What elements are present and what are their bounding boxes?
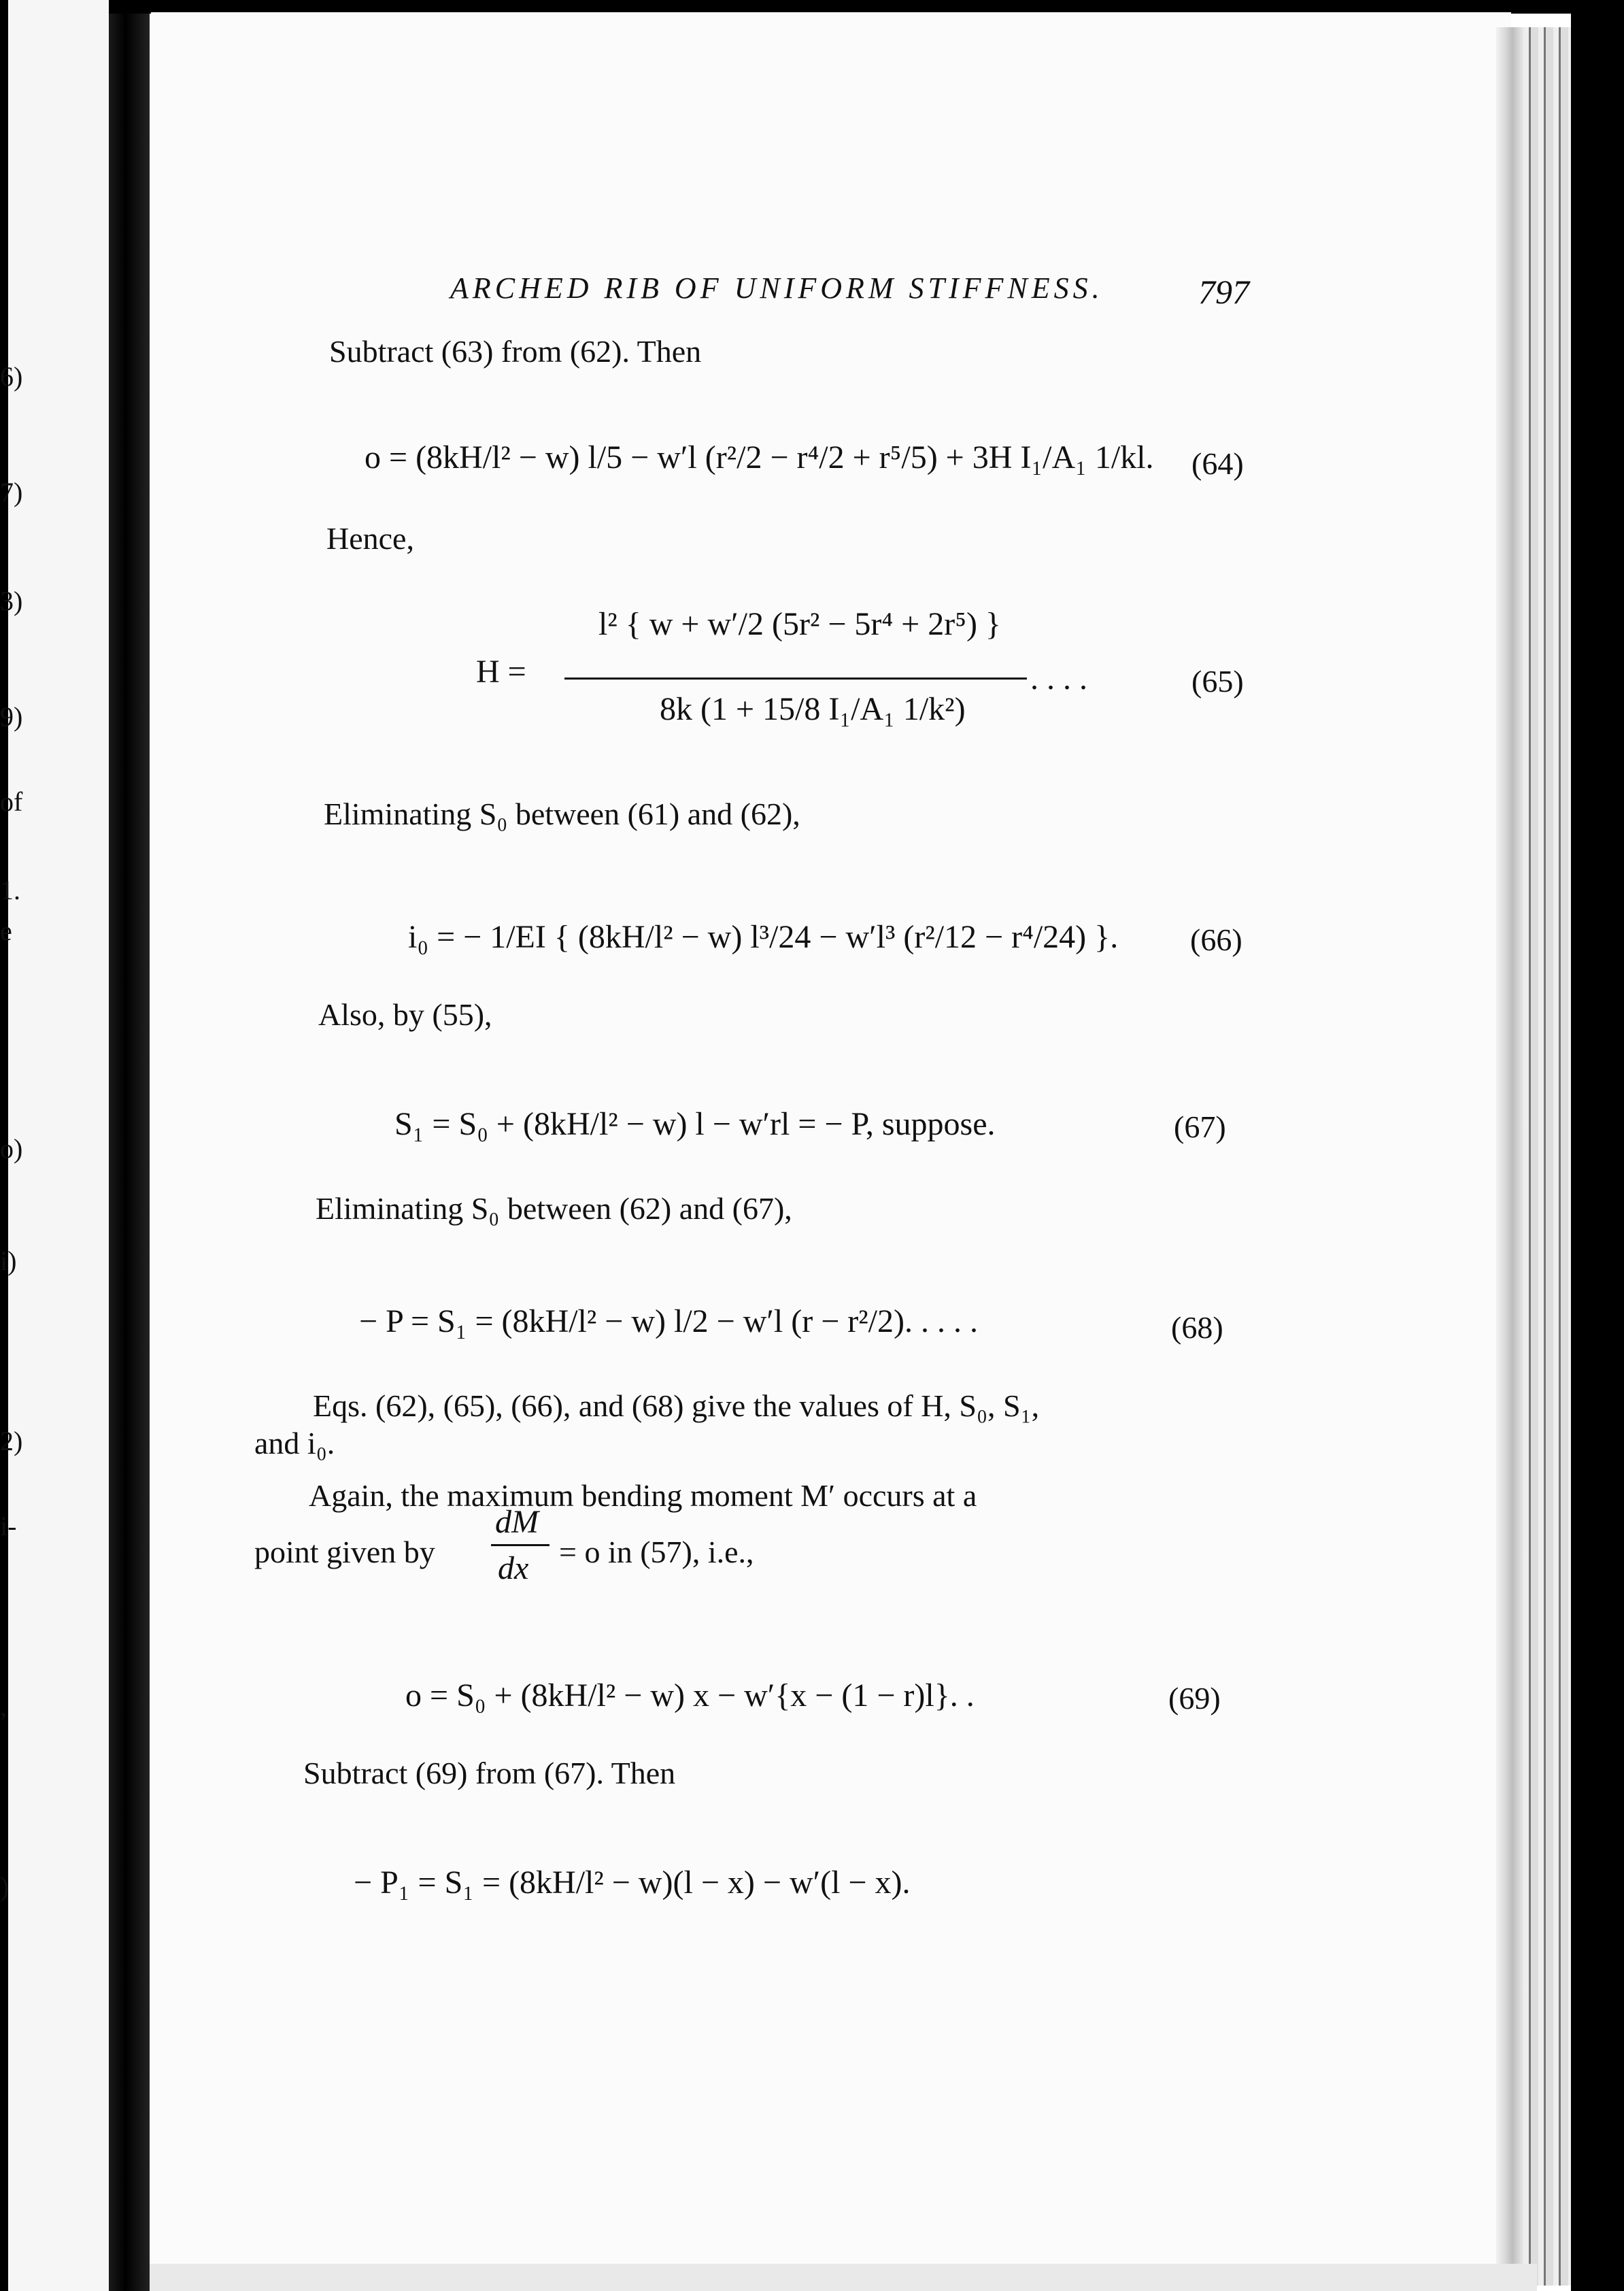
bottom-page-band: [150, 2264, 1537, 2291]
left-margin-fragment: e: [0, 916, 12, 946]
equation-70: − P₁ = S₁ = (8kH/l² − w)(l − x) − w′(l − x).: [354, 1864, 911, 1901]
equation-64: o = (8kH/l² − w) l/5 − w′l (r²/2 − r⁴/2 + r⁵/5) + 3H I₁/A₁ 1/kl.: [365, 439, 1154, 475]
left-margin-fragment: 1.: [0, 875, 20, 905]
running-head: ARCHED RIB OF UNIFORM STIFFNESS.: [450, 271, 1104, 305]
left-margin-fragment: o): [0, 1133, 23, 1164]
equation-65-denominator: 8k (1 + 15/8 I₁/A₁ 1/k²): [660, 691, 966, 727]
left-margin-fragment: of: [0, 786, 23, 817]
equation-number: (69): [1168, 1681, 1221, 1716]
fraction-numerator: dM: [495, 1504, 539, 1540]
fraction-bar: [564, 678, 1027, 680]
text-line: Subtract (63) from (62). Then: [329, 334, 702, 369]
equation-number: (68): [1171, 1310, 1223, 1345]
text-line: Hence,: [326, 521, 414, 556]
fraction-denominator: dx: [498, 1550, 529, 1586]
text-line: Eliminating S₀ between (62) and (67),: [316, 1191, 792, 1226]
left-margin-fragment: 9): [0, 701, 23, 732]
equation-number: (65): [1191, 664, 1244, 699]
equation-65-numerator: l² { w + w′/2 (5r² − 5r⁴ + 2r⁵) }: [598, 606, 1001, 642]
text-line: = o in (57), i.e.,: [559, 1535, 754, 1569]
text-line: Eqs. (62), (65), (66), and (68) give the values of H, S₀, S₁,: [313, 1388, 1040, 1423]
equation-dots: . . . .: [1030, 660, 1087, 697]
fraction-bar: [491, 1544, 549, 1546]
left-margin-fragment: 6): [0, 361, 23, 392]
text-line: point given by: [254, 1535, 435, 1569]
equation-66: i₀ = − 1/EI { (8kH/l² − w) l³/24 − w′l³ (r²/12 − r⁴/24) }.: [408, 919, 1119, 955]
left-margin-fragment: ,: [0, 1691, 7, 1722]
page-right-edge: [1496, 27, 1523, 2286]
equation-number: (64): [1191, 446, 1244, 481]
equation-67: S₁ = S₀ + (8kH/l² − w) l − w′rl = − P, suppose.: [394, 1106, 996, 1142]
text-line: Also, by (55),: [318, 997, 492, 1032]
equation-number: (66): [1190, 922, 1242, 957]
left-margin-fragment: 3): [0, 586, 23, 616]
page-stack-edges: [1523, 27, 1571, 2286]
left-margin-fragment: ): [0, 1871, 10, 1902]
equation-number: (67): [1174, 1109, 1226, 1144]
right-border: [1571, 0, 1624, 2291]
page-number: 797: [1198, 273, 1249, 311]
equation-68: − P = S₁ = (8kH/l² − w) l/2 − w′l (r − r²/2). . . . .: [359, 1303, 978, 1339]
book-gutter: [109, 0, 150, 2291]
text-line: and i₀.: [254, 1426, 335, 1460]
top-border: [109, 0, 1624, 14]
equation-69: o = S₀ + (8kH/l² − w) x − w′{x − (1 − r)l}. .: [405, 1677, 975, 1713]
equation-65-lhs: H =: [476, 654, 526, 690]
text-line: Eliminating S₀ between (61) and (62),: [324, 797, 800, 831]
text-line: Again, the maximum bending moment M′ occurs at a: [309, 1478, 977, 1513]
left-margin-fragment: i-: [0, 1511, 17, 1541]
left-margin-fragment: 2): [0, 1426, 23, 1456]
left-margin-fragment: 7): [0, 477, 23, 507]
left-margin-fragment: i): [0, 1245, 17, 1276]
text-line: Subtract (69) from (67). Then: [303, 1756, 676, 1790]
